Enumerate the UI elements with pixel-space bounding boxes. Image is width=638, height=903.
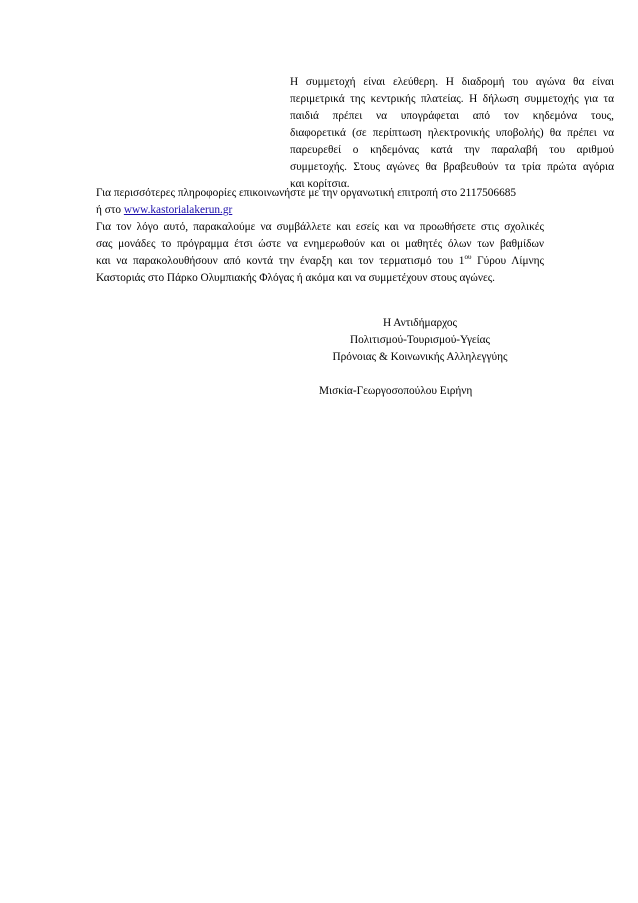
paragraph-line: [96, 253, 544, 270]
paragraph-line: παιδιά πρέπει να υπογράφεται από τον κηδεμόνα τους,: [290, 110, 614, 122]
paragraph-line: συμμετοχής. Στους αγώνες θα βραβευθούν τα τρία πρώτα αγόρια: [290, 161, 614, 173]
info-paragraph: [96, 185, 544, 287]
contact-line: Για περισσότερες πληροφορίες επικοινωνήστε με την οργανωτική επιτροπή στο 2117506685: [96, 187, 517, 199]
participation-paragraph: [290, 74, 614, 193]
signature-name: Μισκία-Γεωργοσοπούλου Ειρήνη: [319, 385, 473, 397]
line-text: Γύρου Λίμνης: [471, 255, 545, 267]
website-link[interactable]: www.kastorialakerun.gr: [123, 204, 233, 216]
website-line: [96, 202, 544, 219]
paragraph-line: σας μονάδες το πρόγραμμα έτσι ώστε να ενημερωθούν και οι μαθητές όλων των βαθμίδων: [96, 238, 544, 250]
website-prefix: ή στο: [96, 204, 124, 216]
signature-department-line1: Πολιτισμού-Τουρισμού-Υγείας: [349, 334, 491, 346]
paragraph-line: παρευρεθεί ο κηδεμόνας κατά την παραλαβή του αριθμού: [290, 144, 614, 156]
paragraph-line: Για τον λόγο αυτό, παρακαλούμε να συμβάλλετε και εσείς και να προωθήσετε στις σχολικές: [96, 221, 544, 233]
paragraph-line: περιμετρικά της κεντρικής πλατείας. Η δήλωση συμμετοχής για τα: [290, 93, 614, 105]
paragraph-line: Η συμμετοχή είναι ελεύθερη. Η διαδρομή του αγώνα θα είναι: [290, 76, 614, 88]
ordinal-superscript: ου: [464, 253, 472, 261]
signature-title: Η Αντιδήμαρχος: [382, 317, 458, 329]
paragraph-line: Καστοριάς στο Πάρκο Ολυμπιακής Φλόγας ή ακόμα και να συμμετέχουν στους αγώνες.: [96, 272, 495, 284]
paragraph-line: διαφορετικά (σε περίπτωση ηλεκτρονικής υποβολής) θα πρέπει να: [290, 127, 614, 139]
signature-department-line2: Πρόνοιας & Κοινωνικής Αλληλεγγύης: [332, 351, 508, 363]
line-text: και να παρακολουθήσουν από κοντά την έναρξη και τον τερματισμό του 1: [96, 255, 465, 267]
paragraph-line: και κορίτσια.: [290, 178, 350, 190]
